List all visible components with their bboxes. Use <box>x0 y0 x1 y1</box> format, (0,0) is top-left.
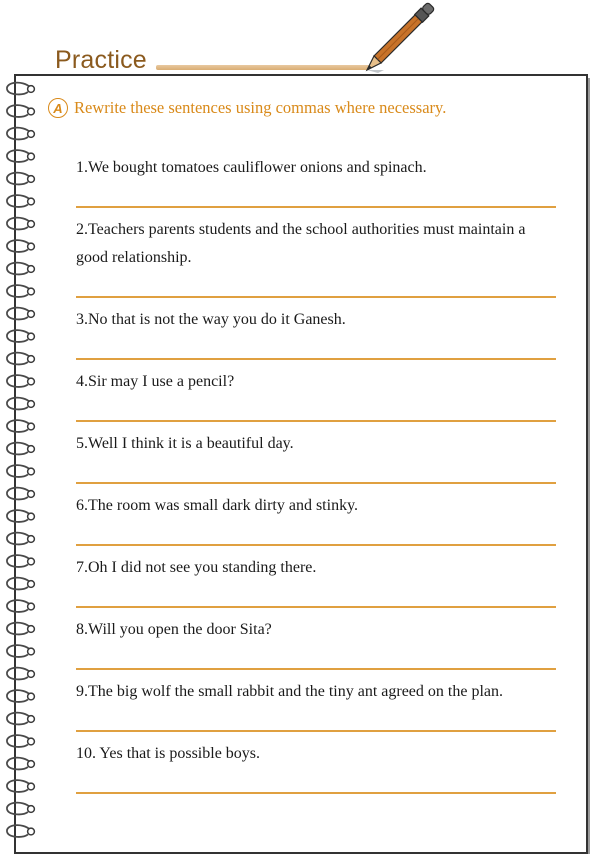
question-5: 5.Well I think it is a beautiful day. <box>76 435 294 452</box>
spiral-ring <box>7 420 34 432</box>
answer-line-6[interactable] <box>76 544 556 546</box>
spiral-ring <box>7 150 34 162</box>
answer-line-1[interactable] <box>76 206 556 208</box>
spiral-ring <box>7 623 34 635</box>
spiral-ring <box>7 195 34 207</box>
spiral-ring <box>7 555 34 567</box>
spiral-ring <box>7 128 34 140</box>
answer-line-2[interactable] <box>76 296 556 298</box>
spiral-ring <box>7 713 34 725</box>
question-2: 2.Teachers parents students and the school authorities must maintain a good relationship. <box>76 221 526 266</box>
spiral-ring <box>7 443 34 455</box>
spiral-ring <box>7 173 34 185</box>
spiral-ring <box>7 600 34 612</box>
spiral-ring <box>7 105 34 117</box>
spiral-ring <box>7 578 34 590</box>
spiral-ring <box>7 735 34 747</box>
answer-line-3[interactable] <box>76 358 556 360</box>
answer-line-10[interactable] <box>76 792 556 794</box>
spiral-ring <box>7 240 34 252</box>
spiral-ring <box>7 510 34 522</box>
spiral-ring <box>7 308 34 320</box>
spiral-ring <box>7 330 34 342</box>
answer-line-4[interactable] <box>76 420 556 422</box>
spiral-ring <box>7 803 34 815</box>
spiral-ring <box>7 690 34 702</box>
spiral-ring <box>7 465 34 477</box>
spiral-ring <box>7 285 34 297</box>
notebook-page <box>14 74 588 854</box>
question-4: 4.Sir may I use a pencil? <box>76 373 235 390</box>
spiral-ring <box>7 375 34 387</box>
question-8: 8.Will you open the door Sita? <box>76 621 272 638</box>
spiral-ring <box>7 398 34 410</box>
spiral-ring <box>7 533 34 545</box>
spiral-ring <box>7 825 34 837</box>
question-9: 9.The big wolf the small rabbit and the tiny ant agreed on the plan. <box>76 683 503 700</box>
answer-line-7[interactable] <box>76 606 556 608</box>
spiral-binding-icon <box>0 80 42 840</box>
question-6: 6.The room was small dark dirty and stinky. <box>76 497 359 514</box>
title-underline <box>156 65 370 70</box>
spiral-ring <box>7 218 34 230</box>
instruction-text: Rewrite these sentences using commas where necessary. <box>74 98 447 117</box>
question-10: 10. Yes that is possible boys. <box>76 745 261 762</box>
question-1: 1.We bought tomatoes cauliflower onions and spinach. <box>76 159 427 176</box>
instruction <box>48 98 446 118</box>
answer-line-5[interactable] <box>76 482 556 484</box>
spiral-ring <box>7 758 34 770</box>
spiral-ring <box>7 263 34 275</box>
spiral-ring <box>7 353 34 365</box>
question-3: 3.No that is not the way you do it Ganesh. <box>76 311 346 328</box>
page-title: Practice <box>55 46 147 74</box>
answer-line-9[interactable] <box>76 730 556 732</box>
pencil-icon <box>340 0 440 80</box>
section-badge: A <box>48 98 68 118</box>
spiral-ring <box>7 668 34 680</box>
spiral-ring <box>7 83 34 95</box>
answer-line-8[interactable] <box>76 668 556 670</box>
question-7: 7.Oh I did not see you standing there. <box>76 559 317 576</box>
spiral-ring <box>7 780 34 792</box>
spiral-ring <box>7 645 34 657</box>
spiral-ring <box>7 488 34 500</box>
